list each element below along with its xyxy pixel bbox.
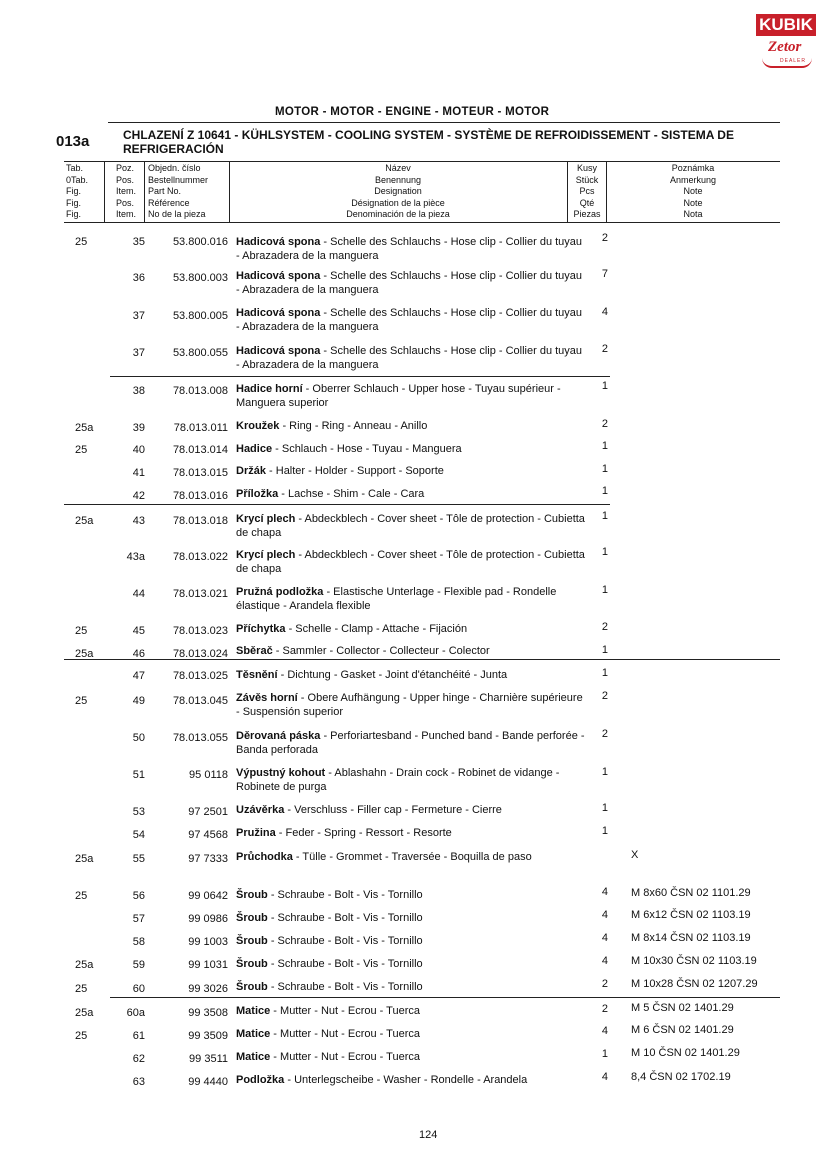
row-name-translations: - Mutter - Nut - Ecrou - Tuerca	[270, 1005, 421, 1017]
row-name-translations: - Halter - Holder - Support - Soporte	[265, 465, 444, 477]
group-separator	[64, 504, 610, 505]
row-pos: 50	[132, 732, 145, 744]
row-name-cz: Sběrač	[236, 645, 273, 657]
row-name-translations: - Ablashahn - Drain cock - Robinet de vidange - Robinete de purga	[236, 767, 560, 793]
row-name-cz: Matice	[236, 1005, 271, 1017]
row-part-no: 99 3509	[188, 1030, 228, 1042]
row-name-translations: - Schraube - Bolt - Vis - Tornillo	[267, 889, 423, 901]
row-pos: 37	[132, 347, 145, 359]
row-name-cz: Hadicová spona	[236, 307, 321, 319]
row-description	[236, 911, 586, 925]
row-description	[236, 934, 586, 948]
row-part-no: 53.800.003	[172, 272, 228, 284]
row-part-no: 97 7333	[188, 853, 228, 865]
section-title: CHLAZENÍ Z 10641 - KÜHLSYSTEM - COOLING SYSTEM - SYSTÈME DE REFROIDISSEMENT - SISTEMA DE REFRIGERACIÓN	[123, 128, 734, 156]
row-qty: 4	[601, 886, 608, 898]
row-tab: 25	[75, 695, 88, 707]
row-name-translations: - Schelle - Clamp - Attache - Fijación	[285, 623, 468, 635]
row-description	[236, 729, 586, 757]
row-part-no: 78.013.023	[172, 625, 228, 637]
row-name-translations: - Schraube - Bolt - Vis - Tornillo	[267, 958, 423, 970]
row-description	[236, 980, 586, 994]
row-tab: 25a	[75, 853, 94, 865]
row-name-cz: Pružná podložka	[236, 586, 324, 598]
row-note: M 8x60 ČSN 02 1101.29	[631, 887, 751, 899]
row-note: X	[631, 849, 639, 861]
row-note: M 8x14 ČSN 02 1103.19	[631, 932, 751, 944]
row-name-translations: - Lachse - Shim - Cale - Cara	[278, 488, 425, 500]
row-qty: 2	[601, 1003, 608, 1015]
row-pos: 59	[132, 959, 145, 971]
row-pos: 36	[132, 272, 145, 284]
row-qty: 4	[601, 909, 608, 921]
row-name-cz: Krycí plech	[236, 549, 296, 561]
row-description	[236, 235, 586, 263]
row-tab: 25a	[75, 648, 94, 660]
row-pos: 60a	[126, 1007, 145, 1019]
row-note: M 5 ČSN 02 1401.29	[631, 1002, 734, 1014]
row-part-no: 78.013.014	[172, 444, 228, 456]
row-name-cz: Šroub	[236, 958, 268, 970]
row-description	[236, 1073, 586, 1087]
row-name-translations: - Sammler - Collector - Collecteur - Colector	[272, 645, 490, 657]
row-qty: 4	[601, 1025, 608, 1037]
row-name-cz: Hadicová spona	[236, 345, 321, 357]
row-description	[236, 269, 586, 297]
row-name-translations: - Perforiartesband - Punched band - Bande perforée - Banda perforada	[236, 730, 585, 756]
row-description	[236, 585, 586, 613]
row-name-cz: Příložka	[236, 488, 279, 500]
header-divider	[104, 161, 105, 223]
row-qty: 4	[601, 306, 608, 318]
row-qty: 1	[601, 644, 608, 656]
row-note: M 10x30 ČSN 02 1103.19	[631, 955, 757, 967]
row-name-cz: Držák	[236, 465, 266, 477]
row-qty: 1	[601, 463, 608, 475]
row-name-cz: Krycí plech	[236, 513, 296, 525]
row-name-cz: Závěs horní	[236, 692, 298, 704]
row-name-cz: Hadicová spona	[236, 270, 321, 282]
row-part-no: 95 0118	[189, 769, 228, 781]
row-part-no: 78.013.015	[172, 467, 228, 479]
page-number: 124	[419, 1129, 438, 1141]
row-name-translations: - Schelle des Schlauchs - Hose clip - Collier du tuyau - Abrazadera de la manguera	[236, 345, 583, 371]
kubik-zetor-logo	[756, 14, 818, 74]
row-qty: 4	[601, 955, 608, 967]
row-pos: 35	[132, 236, 145, 248]
row-name-translations: - Schelle des Schlauchs - Hose clip - Collier du tuyau - Abrazadera de la manguera	[236, 236, 583, 262]
row-part-no: 99 3511	[189, 1053, 228, 1065]
row-pos: 39	[132, 422, 145, 434]
row-tab: 25a	[75, 959, 94, 971]
row-description	[236, 803, 586, 817]
row-pos: 57	[132, 913, 145, 925]
row-description	[236, 442, 586, 456]
row-part-no: 78.013.008	[172, 385, 228, 397]
row-part-no: 78.013.021	[172, 588, 228, 600]
row-qty: 7	[601, 268, 608, 280]
row-name-cz: Průchodka	[236, 851, 293, 863]
row-qty: 1	[601, 485, 608, 497]
row-qty: 1	[601, 380, 608, 392]
section-code: 013a	[56, 133, 90, 150]
row-name-cz: Hadice	[236, 443, 273, 455]
row-qty: 1	[601, 546, 608, 558]
row-part-no: 78.013.045	[172, 695, 228, 707]
row-part-no: 99 1031	[188, 959, 228, 971]
row-pos: 53	[132, 806, 145, 818]
heading-divider	[108, 122, 780, 123]
row-qty: 2	[601, 232, 608, 244]
row-name-cz: Šroub	[236, 935, 268, 947]
row-pos: 62	[132, 1053, 145, 1065]
row-qty: 1	[601, 766, 608, 778]
row-pos: 47	[132, 670, 145, 682]
row-part-no: 99 0986	[188, 913, 228, 925]
row-tab: 25	[75, 444, 88, 456]
row-name-translations: - Abdeckblech - Cover sheet - Tôle de protection - Cubietta de chapa	[236, 549, 585, 575]
header-bottom-rule	[64, 222, 780, 223]
row-name-translations: - Oberrer Schlauch - Upper hose - Tuyau supérieur - Manguera superior	[236, 383, 561, 409]
row-description	[236, 691, 586, 719]
row-qty: 2	[601, 690, 608, 702]
row-pos: 58	[132, 936, 145, 948]
row-name-translations: - Tülle - Grommet - Traversée - Boquilla de paso	[292, 851, 532, 863]
row-tab: 25	[75, 236, 88, 248]
row-note: M 6 ČSN 02 1401.29	[631, 1024, 734, 1036]
row-tab: 25a	[75, 515, 94, 527]
row-description	[236, 1050, 586, 1064]
row-name-cz: Matice	[236, 1051, 271, 1063]
row-name-translations: - Feder - Spring - Ressort - Resorte	[275, 827, 452, 839]
row-pos: 38	[132, 385, 145, 397]
row-description	[236, 419, 586, 433]
row-name-cz: Podložka	[236, 1074, 285, 1086]
row-name-translations: - Schraube - Bolt - Vis - Tornillo	[267, 912, 423, 924]
header-qty: Kusy Stück Pcs Qté Piezas	[573, 163, 601, 219]
row-qty: 1	[601, 1048, 608, 1060]
row-name-cz: Děrovaná páska	[236, 730, 321, 742]
row-tab: 25	[75, 983, 88, 995]
row-pos: 56	[132, 890, 145, 902]
header-note: Poznámka Anmerkung Note Note Nota	[669, 163, 717, 219]
row-name-translations: - Dichtung - Gasket - Joint d'étanchéité - Junta	[277, 669, 508, 681]
header-divider	[144, 161, 145, 223]
row-name-cz: Výpustný kohout	[236, 767, 326, 779]
row-qty: 1	[601, 825, 608, 837]
row-description	[236, 464, 586, 478]
row-pos: 40	[132, 444, 145, 456]
row-pos: 55	[132, 853, 145, 865]
row-part-no: 78.013.011	[173, 422, 228, 434]
row-name-cz: Pružina	[236, 827, 276, 839]
row-tab: 25a	[75, 1007, 94, 1019]
row-qty: 1	[601, 802, 608, 814]
row-note: M 10x28 ČSN 02 1207.29	[631, 978, 758, 990]
row-qty: 2	[601, 621, 608, 633]
row-pos: 51	[132, 769, 145, 781]
row-name-cz: Uzávěrka	[236, 804, 285, 816]
row-tab: 25a	[75, 422, 94, 434]
header-part-no: Objedn. číslo Bestellnummer Part No. Référence No de la pieza	[148, 163, 209, 219]
row-name-translations: - Schraube - Bolt - Vis - Tornillo	[267, 935, 423, 947]
row-pos: 49	[132, 695, 145, 707]
row-qty: 2	[601, 978, 608, 990]
row-name-translations: - Mutter - Nut - Ecrou - Tuerca	[270, 1051, 421, 1063]
row-pos: 43a	[126, 551, 145, 563]
row-name-translations: - Unterlegscheibe - Washer - Rondelle - Arandela	[284, 1074, 528, 1086]
row-description	[236, 644, 586, 658]
row-name-cz: Kroužek	[236, 420, 280, 432]
row-pos: 45	[132, 625, 145, 637]
row-part-no: 78.013.022	[172, 551, 228, 563]
row-description	[236, 826, 586, 840]
row-name-cz: Šroub	[236, 981, 268, 993]
row-name-translations: - Schraube - Bolt - Vis - Tornillo	[267, 981, 423, 993]
row-pos: 42	[132, 490, 145, 502]
row-pos: 60	[132, 983, 145, 995]
row-name-translations: - Schlauch - Hose - Tuyau - Manguera	[272, 443, 462, 455]
row-note: 8,4 ČSN 02 1702.19	[631, 1071, 731, 1083]
row-description	[236, 344, 586, 372]
row-tab: 25	[75, 625, 88, 637]
row-name-cz: Hadice horní	[236, 383, 303, 395]
row-part-no: 99 3026	[188, 983, 228, 995]
row-name-translations: - Mutter - Nut - Ecrou - Tuerca	[270, 1028, 421, 1040]
row-qty: 2	[601, 418, 608, 430]
row-part-no: 78.013.016	[172, 490, 228, 502]
row-pos: 61	[132, 1030, 145, 1042]
row-part-no: 97 2501	[188, 806, 228, 818]
row-pos: 37	[132, 310, 145, 322]
row-part-no: 97 4568	[188, 829, 228, 841]
row-qty: 1	[601, 584, 608, 596]
header-tab: Tab. 0Tab. Fig. Fig. Fig.	[66, 163, 89, 219]
row-part-no: 99 1003	[188, 936, 228, 948]
row-qty: 4	[601, 1071, 608, 1083]
page-heading: MOTOR - MOTOR - ENGINE - MOTEUR - MOTOR	[275, 106, 550, 118]
logo-tag: DEALER	[780, 58, 807, 64]
row-part-no: 78.013.018	[172, 515, 228, 527]
row-name-cz: Těsnění	[236, 669, 278, 681]
row-qty: 2	[601, 343, 608, 355]
row-qty: 1	[601, 667, 608, 679]
group-separator	[110, 997, 780, 998]
row-description	[236, 888, 586, 902]
row-name-translations: - Obere Aufhängung - Upper hinge - Charnière supérieure - Suspensión superior	[236, 692, 583, 718]
row-description	[236, 306, 586, 334]
group-separator	[110, 376, 610, 377]
row-description	[236, 1027, 586, 1041]
row-name-cz: Šroub	[236, 912, 268, 924]
row-pos: 43	[132, 515, 145, 527]
logo-brand: KUBIK	[756, 14, 816, 36]
header-pos: Poz. Pos. Item. Pos. Item.	[116, 163, 137, 219]
row-description	[236, 957, 586, 971]
row-name-cz: Matice	[236, 1028, 271, 1040]
row-name-cz: Hadicová spona	[236, 236, 321, 248]
row-part-no: 78.013.025	[172, 670, 228, 682]
row-part-no: 99 3508	[188, 1007, 228, 1019]
row-name-translations: - Elastische Unterlage - Flexible pad - Rondelle élastique - Arandela flexible	[236, 586, 557, 612]
row-part-no: 53.800.055	[172, 347, 228, 359]
row-part-no: 78.013.055	[172, 732, 228, 744]
row-name-cz: Šroub	[236, 889, 268, 901]
row-description	[236, 766, 586, 794]
row-note: M 10 ČSN 02 1401.29	[631, 1047, 740, 1059]
row-pos: 54	[132, 829, 145, 841]
row-qty: 2	[601, 728, 608, 740]
row-tab: 25	[75, 1030, 88, 1042]
row-part-no: 78.013.024	[172, 648, 228, 660]
row-name-translations: - Schelle des Schlauchs - Hose clip - Collier du tuyau - Abrazadera de la manguera	[236, 307, 583, 333]
row-part-no: 53.800.005	[172, 310, 228, 322]
row-note: M 6x12 ČSN 02 1103.19	[631, 909, 751, 921]
row-pos: 41	[132, 467, 145, 479]
row-pos: 44	[132, 588, 145, 600]
row-description	[236, 622, 586, 636]
row-description	[236, 487, 586, 501]
row-description	[236, 382, 586, 410]
row-part-no: 53.800.016	[172, 236, 228, 248]
row-pos: 46	[132, 648, 145, 660]
row-pos: 63	[132, 1076, 145, 1088]
row-part-no: 99 0642	[188, 890, 228, 902]
row-qty: 4	[601, 932, 608, 944]
row-name-translations: - Schelle des Schlauchs - Hose clip - Collier du tuyau - Abrazadera de la manguera	[236, 270, 583, 296]
row-name-translations: - Ring - Ring - Anneau - Anillo	[279, 420, 428, 432]
row-description	[236, 668, 586, 682]
row-qty: 1	[601, 440, 608, 452]
row-description	[236, 548, 586, 576]
header-top-rule	[64, 161, 780, 162]
row-qty: 1	[601, 510, 608, 522]
row-name-translations: - Verschluss - Filler cap - Fermeture - Cierre	[284, 804, 502, 816]
row-description	[236, 850, 586, 864]
row-description	[236, 512, 586, 540]
row-description	[236, 1004, 586, 1018]
header-name: Název Benennung Designation Désignation de la pièce Denominación de la pieza	[346, 163, 450, 219]
logo-sub-brand: Zetor	[768, 39, 802, 55]
row-part-no: 99 4440	[188, 1076, 228, 1088]
row-name-translations: - Abdeckblech - Cover sheet - Tôle de protection - Cubietta de chapa	[236, 513, 585, 539]
row-name-cz: Příchytka	[236, 623, 286, 635]
row-tab: 25	[75, 890, 88, 902]
